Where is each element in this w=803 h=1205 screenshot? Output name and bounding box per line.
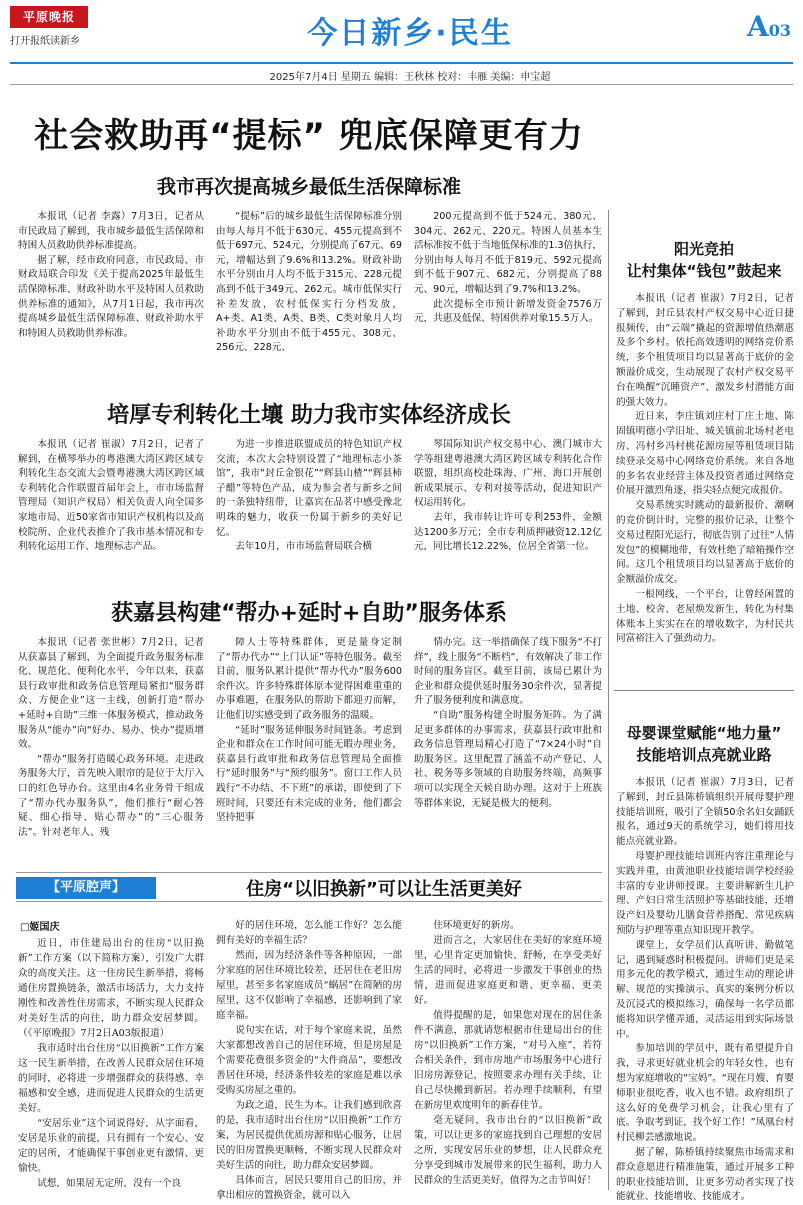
main-article-col1 xyxy=(18,210,204,360)
article3-headline: 获嘉县构建“帮办+延时+自助”服务体系 xyxy=(111,601,507,626)
paragraph: 好的居住环境，怎么能工作好？怎么能拥有美好的幸福生活？ xyxy=(216,920,402,946)
article3-col2 xyxy=(216,636,402,858)
article2-col1 xyxy=(18,438,204,568)
paragraph: “帮办”服务打造暖心政务环境。走进政务服务大厅，首先映入眼帘的是位于大厅入口的红色导办台。这里由4名业务骨干组成了“帮办代办服务队”，他们推行“耐心答疑、细心指导、贴心帮办”的“三心服务法”。针对老年人、残 xyxy=(18,753,204,838)
paragraph: 去年，我市转让许可专利253件，金额达1200多万元；全市专利质押融资12.12亿元，同比增长12.22%，位居全省第一位。 xyxy=(414,511,602,553)
paragraph: 去年10月，市市场监督局联合横 xyxy=(235,541,373,553)
paragraph: 本报讯（记者 李露）7月3日，记者从市民政局了解到，我市城乡最低生活保障和特困人员救助供养标准提高。 xyxy=(18,211,204,252)
column-divider xyxy=(608,210,609,1190)
opinion-col3 xyxy=(414,918,602,1194)
paragraph: 课堂上，女学员们认真听讲、勤做笔记，遇到疑惑时积极提问。讲师们更是采用多元化的教学模式，通过生动的理论讲解、规范的实操演示、真实的案例分析以及沉浸式的模拟练习，确保每一名学员都能将知识学懂弄通，灵活运用到实际场景中。 xyxy=(616,939,794,1040)
main-article-col2 xyxy=(216,210,402,360)
paragraph: 情办完。这一举措确保了线下服务“不打烊”，线上服务“不断档”，有效解决了非工作时间的服务盲区。截至目前，该局已累计为企业和群众提供延时服务30余件次，显著提升了服务便利度和满意度。 xyxy=(414,637,602,707)
main-article-col3 xyxy=(414,210,602,360)
paragraph: 据了解，经市政府同意，市民政局、市财政局联合印发《关于提高2025年最低生活保障标准、财政补助水平及特困人员救助供养标准的通知》，从7月1日起，我市再次提高城乡最低生活保障标准、财政补助水平和特困人员救助供养标准。 xyxy=(18,254,204,339)
article2-headline: 培厚专利转化土壤 助力我市实体经济成长 xyxy=(107,403,511,428)
article2-col3 xyxy=(414,438,602,568)
main-headline: 社会救助再“提标” 兜底保障更有力 xyxy=(34,116,584,156)
side-divider xyxy=(614,690,794,691)
paragraph: 本报讯（记者 崔淑）7月3日，记者了解到，封丘县陈桥镇组织开展母婴护理技能培训班，吸引了全镇50余名妇女踊跃报名，通过9天的系统学习，她们将用技能点亮就业路。 xyxy=(616,777,794,848)
paragraph: 本报讯（记者 崔淑）7月2日，记者了解到，封丘县农村产权交易中心近日捷报频传，由“云端”撬起的资源增值热潮惠及多个乡村。依托高效透明的网络竞价系统，多个租赁项目均以显著高于底价的金额溢价成交，生动展现了农村产权交易平台在唤醒“沉睡资产”、激发乡村潜能方面的强大效力。 xyxy=(616,293,794,408)
paragraph: 200元提高到不低于524元、380元、304元、262元、220元。特困人员基本生活标准按不低于当地低保标准的1.3倍执行，分别由每人每月不低于819元、592元提高到不低于907元、682元，分别提高了88元、90元，增幅达到了9.7%和13.2%。 xyxy=(414,211,602,295)
paragraph: 近日，市住建局出台的住房“以旧换新”工作方案（以下简称方案），引发广大群众的高度关注。这一住房民生新举措，将畅通住房置换链条，激活市场活力，大力支持刚性和改善性住房需求，不断实现人民群众对美好生活的向往，助力群众安居梦圆。（《平原晚报》7月2日A03版报道） xyxy=(18,938,204,1039)
paragraph: 进而言之，大家居住在美好的家庭环境里，心里肯定更加愉快、舒畅，在享受美好生活的同时，必将进一步激发干事创业的热情，进而促进家庭更和谐、更幸福、更美好。 xyxy=(414,935,602,1006)
opinion-headline: 住房“以旧换新”可以让生活更美好 xyxy=(246,879,522,900)
masthead-logo: 平原晚报 xyxy=(10,6,88,28)
paragraph: 参加培训的学员中，既有希望提升自我，寻求更好就业机会的年轻女性，也有想为家庭增收的“宝妈”。“现在月嫂、育婴师职业很吃香，收入也不错。政府组织了这么好的免费学习机会，让我心里有了底。争取考到证，找个好工作！”凤凰台村村民柳芸感激地说。 xyxy=(616,1043,795,1144)
paragraph: 试想，如果居无定所，没有一个良 xyxy=(37,1178,182,1189)
paragraph: “安居乐业”这个词说得好，从字面看，安居是乐业的前提，只有拥有一个安心、安定的居所，才能确保干事创业更有激情、更愉快。 xyxy=(18,1118,204,1174)
opinion-col2 xyxy=(216,918,402,1201)
paragraph: 此次提标全市预计新增发资金7576万元，共惠及低保、特困供养对象15.5万人。 xyxy=(414,298,602,325)
paragraph: 说句实在话，对于每个家庭来说，虽然大家都想改善自己的居住环境，但是房屋是个需要花费很多资金的“大件商品”，要想改善居住环境，经济条件较差的家庭是难以承受购买房屋之重的。 xyxy=(216,1025,402,1096)
paragraph: 值得提醒的是，如果您对现在的居住条件不满意，那就请您根据市住建局出台的住房“以旧换新”工作方案，“对号入座”，若符合相关条件，到市房地产市场服务中心进行旧房房源登记，按照要求办理有关手续，让自己尽快搬到新居。若办理手续顺利，有望在新房里欢度明年的新春佳节。 xyxy=(414,1010,602,1111)
side-article1-body xyxy=(616,292,794,682)
page-number: A03 xyxy=(747,10,791,43)
paragraph: 母婴护理技能培训班内容注重理论与实践并重，由黄池职业技能培训学校经验丰富的专业讲师授课。主要讲解新生儿护理、产妇日常生活照护等基础技能，还增设产妇及婴幼儿膳食营养搭配、常见疾病预防与护理等重点知识现开教学。 xyxy=(616,850,794,936)
paragraph: 具体而言，居民只要用自己的旧房，并拿出相应的置换资金，就可以入 xyxy=(216,1175,402,1201)
paragraph: 住环境更好的新房。 xyxy=(433,920,520,931)
side-article1-headline: 阳光竞拍 让村集体“钱包”鼓起来 xyxy=(626,240,782,280)
paragraph: “延时”服务延伸服务时间链条。考虑到企业和群众在工作时间可能无暇办理业务，获嘉县行政审批和政务信息管理局全面推行“延时服务”与“预约服务”。窗口工作人员践行“不办结、不下班”的承诺，即使到了下班时间，只要还有未完成的业务，他们都会坚持把事 xyxy=(216,724,402,824)
column-tag: 【平原腔声】 xyxy=(16,877,156,899)
article3-col1 xyxy=(18,636,204,858)
opinion-col1 xyxy=(18,936,204,1194)
side-article2-headline: 母婴课堂赋能“地力量” 技能培训点亮就业路 xyxy=(626,724,782,764)
paragraph: 为进一步推进联盟成员的特色知识产权交流，本次大会特别设置了“地理标志小茶馆”，我市“封丘金银花”“辉县山楂”“辉县柿子醋”等特色产品，成为参会者与新乡之间的一条独特纽带，让嘉宾在品茗中感受豫北明珠的魅力，收获一份属于新乡的美好记忆。 xyxy=(216,439,402,538)
paragraph: “提标”后的城乡最低生活保障标准分别由每人每月不低于630元、455元提高到不低于697元、524元，分别提高了67元、69元，增幅达到了9.6%和13.2%。财政补助水平分别由月人均不低于315元、228元提高到不低于349元、262元。城市低保实行补差发放，农村低保实行分档发放，A+类、A1类、A类、B类、C类对象月人均补助水平分别由不低于455元、308元、256元、228元、 xyxy=(216,211,402,354)
header-divider xyxy=(10,84,793,85)
main-subheadline: 我市再次提高城乡最低生活保障标准 xyxy=(156,176,461,198)
paragraph: 本报讯（记者 张世彬）7月2日，记者从获嘉县了解到，为全面提升政务服务标准化、规范化、便利化水平，今年以来，获嘉县行政审批和政务信息管理局紧扣“服务群众、方便企业”这一主线，创新打造“帮办+延时+自助”三维一体服务模式，推动政务服务从“能办”向“好办、易办、快办”提质增效。 xyxy=(18,637,204,751)
paragraph: “自助”服务构建全时服务矩阵。为了满足更多群体的办事需求，获嘉县行政审批和政务信息管理局精心打造了“7×24小时”自助服务区。这里配置了涵盖不动产登记、人社、税务等多领域的自助服务终端，高频事项可以实现全天候自助办理。这对于上班族等群体来说，无疑是极大的便利。 xyxy=(414,709,602,809)
paragraph: 然而，因为经济条件等各种原因，一部分家庭的居住环境比较差，还居住在老旧房屋里，甚至多名家庭成员“蜗居”在简陋的房屋里，这不仅影响了幸福感，还影响到了家庭幸福。 xyxy=(216,950,402,1021)
paragraph: 为政之道，民生为本。让我们感到欣喜的是，我市适时出台住房“以旧换新”工作方案，为居民提供优质房源和贴心服务，让居民的旧房置换更顺畅，不断实现人民群众对美好生活的向往，助力群众安居梦圆。 xyxy=(216,1100,402,1171)
paragraph: 琴国际知识产权交易中心、澳门城市大学等组建粤港澳大湾区跨区域专利转化合作联盟，组织高校赴珠海、广州、海口开展创新成果展示、专利对接等活动，促进知识产权运用转化。 xyxy=(414,439,602,509)
article3-col3 xyxy=(414,636,602,858)
paragraph: 一根网线，一个平台，让曾经闲置的土地、校舍、老屋焕发新生，转化为村集体账本上实实在在的增收数字，为村民共同富裕注入了强劲动力。 xyxy=(616,588,794,645)
opinion-banner xyxy=(16,872,602,902)
paragraph: 毫无疑问，我市出台的“以旧换新”政策，可以让更多的家庭找到自己理想的安居之所，实现安居乐业的梦想，让人民群众充分享受到城市发展带来的民生福利，助力人民群众的生活更美好，值得为之击节叫好！ xyxy=(414,1115,602,1186)
issue-meta: 2025年7月4日 星期五 编辑：王秋林 校对：丰雁 美编：申宝超 xyxy=(269,72,551,83)
paragraph: 我市适时出台住房“以旧换新”工作方案这一民生新举措，在改善人民群众居住环境的同时，必将进一步增强群众的获得感、幸福感和安全感，进而促进人民群众的生活更美好。 xyxy=(18,1043,204,1114)
paragraph: 近日来，李庄镇刘庄村丁庄土地、陈固镇明德小学旧址、城关镇前北场村老电房、冯村乡冯村桃花源房屋等租赁项目陆续登录交易中心网络竞价系统。来自各地的多名农业经营主体及投资者通过网络竞价展开激烈角逐，指尖轻点便完成报价。 xyxy=(616,411,794,497)
paragraph: 交易系统实时跳动的最新报价、潮啊的竞价倒计时，完整的报价记录，让整个交易过程阳光运行，彻底告别了过往“人情发包”的模糊地带，有效杜绝了暗箱操作空间。这几个租赁项目均以显著高于底价的金额溢价成交。 xyxy=(616,500,794,586)
section-title: 今日新乡·民生 xyxy=(307,16,513,51)
article2-col2 xyxy=(216,438,402,568)
header-rule xyxy=(10,62,793,64)
slogan: 打开报纸读新乡 xyxy=(10,36,80,47)
paragraph: 本报讯（记者 崔淑）7月2日，记者了解到，在横琴举办的粤港澳大湾区跨区域专利转化生态交流大会暨粤港澳大湾区跨区域专利转化合作联盟首届年会上，市市场监督管理局（知识产权局）相关负责人向全国多家地市局、近50家省市知识产权机构以及高校院所、企业代表推介了我市基本情况和专利转化运用工作、地理标志产品。 xyxy=(18,439,204,553)
page-header xyxy=(0,0,803,86)
side-article2-body xyxy=(616,776,795,1203)
paragraph: 据了解，陈桥镇持续聚焦市场需求和群众意愿进行精准施策，通过开展多工种的职业技能培训，让更多劳动者实现了技能就业、技能增收、技能成才。 xyxy=(616,1146,794,1203)
opinion-byline: □姬国庆 xyxy=(20,922,60,933)
paragraph: 障人士等特殊群体，更是量身定制了“帮办代办”“上门认证”等特色服务。截至目前，服务队累计提供“帮办代办”服务600余件次。许多特殊群体原本觉得困难重重的办事难题，在服务队的帮助下都迎刃而解，让他们切实感受到了政务服务的温暖。 xyxy=(216,637,402,721)
